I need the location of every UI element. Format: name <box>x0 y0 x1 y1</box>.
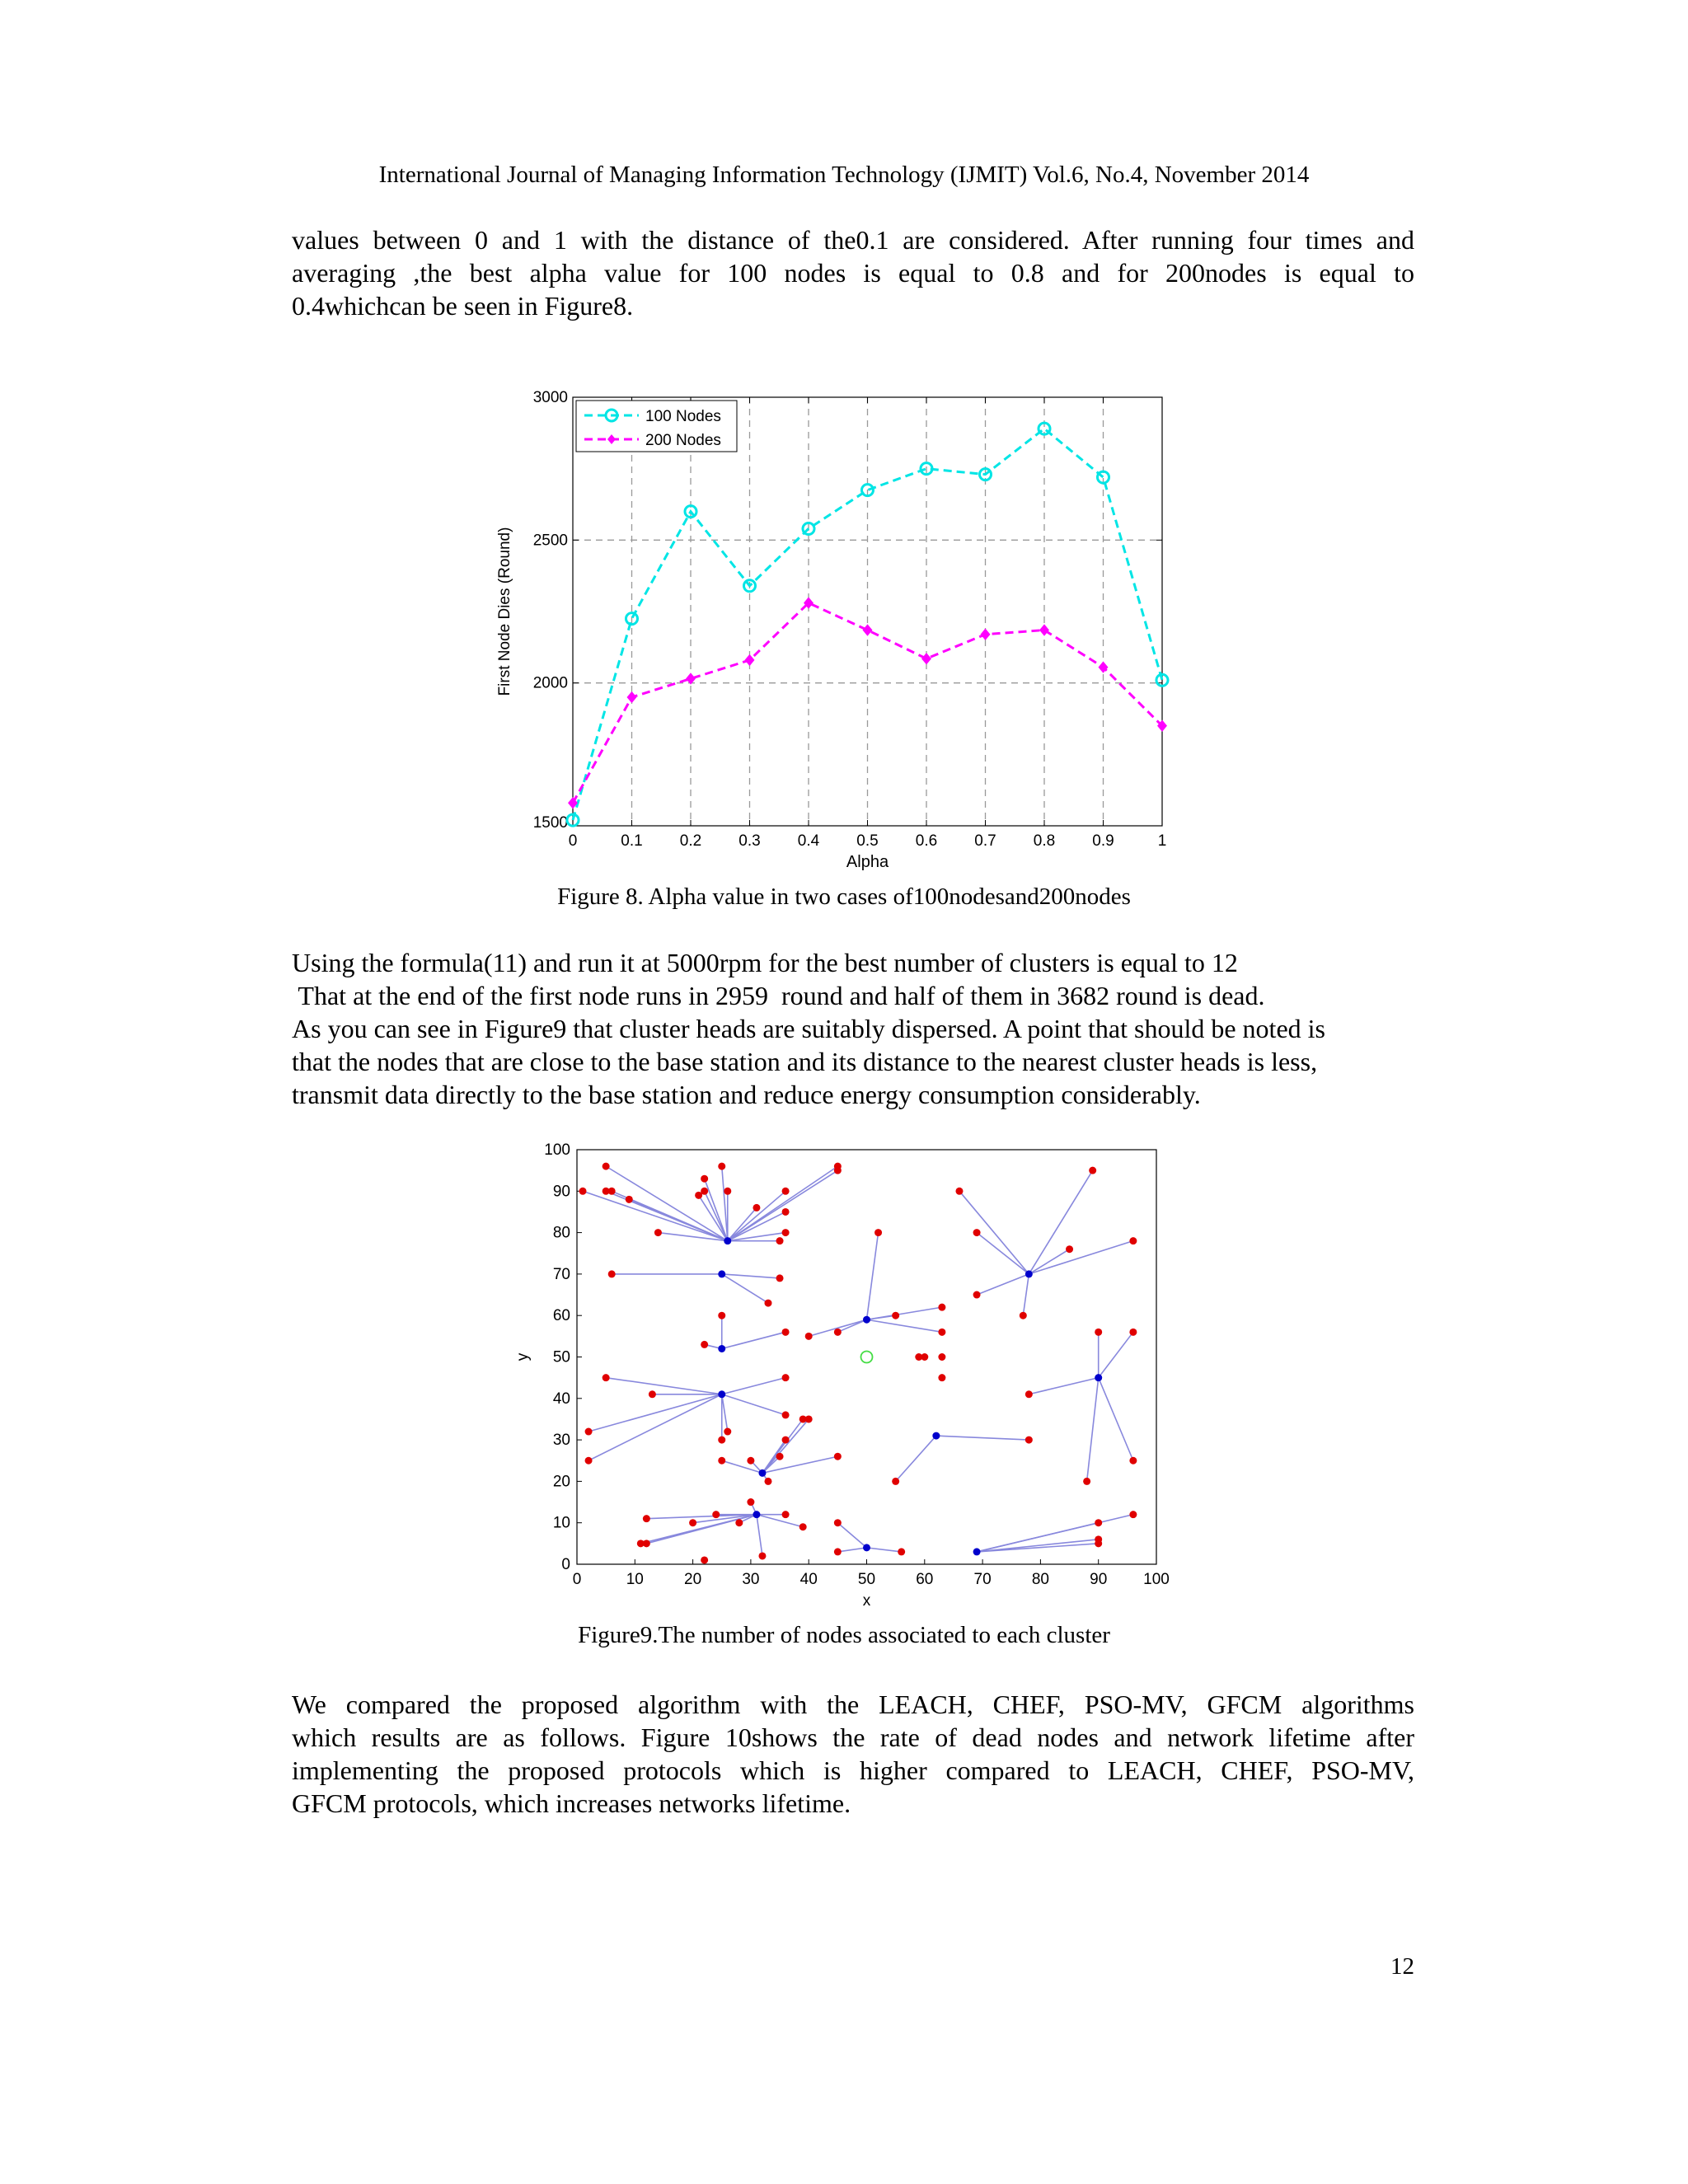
figure-9-caption: Figure9.The number of nodes associated to each cluster <box>578 1622 1110 1648</box>
x-tick-label: 60 <box>916 1571 934 1588</box>
paragraph-comparison <box>292 1688 1414 1820</box>
sensor-node <box>1025 1390 1033 1398</box>
paragraph-line: averaging ,the best alpha value for 100 nodes is equal to 0.8 and for 200nodes is equal to <box>292 258 1414 288</box>
y-tick-label: 2500 <box>532 532 568 550</box>
sensor-node <box>724 1188 731 1195</box>
sensor-node <box>834 1519 842 1526</box>
sensor-node <box>973 1229 981 1236</box>
y-tick-label: 50 <box>552 1348 570 1366</box>
y-tick-label: 10 <box>552 1514 570 1532</box>
paragraph-line: GFCM protocols, which increases networks lifetime. <box>292 1788 851 1818</box>
sensor-node <box>753 1204 760 1212</box>
cluster-scatter-chart <box>503 1137 1179 1615</box>
x-tick-label: 20 <box>684 1571 702 1588</box>
sensor-node <box>712 1511 720 1518</box>
x-tick-label: 0.3 <box>738 832 761 850</box>
sensor-node <box>747 1457 754 1465</box>
sensor-node <box>782 1511 790 1518</box>
sensor-node <box>1083 1478 1090 1485</box>
sensor-node <box>654 1229 662 1236</box>
cluster-head <box>758 1469 766 1477</box>
sensor-node <box>834 1167 842 1174</box>
cluster-head <box>724 1237 731 1244</box>
sensor-node <box>921 1353 928 1361</box>
cluster-head <box>1095 1374 1102 1381</box>
sensor-node <box>782 1329 790 1336</box>
sensor-node <box>1129 1457 1137 1465</box>
sensor-node <box>718 1163 725 1170</box>
plot-frame <box>577 1150 1156 1564</box>
running-header: International Journal of Managing Information Technology (IJMIT) Vol.6, No.4, November 2014 <box>378 162 1310 188</box>
paragraph-line: 0.4whichcan be seen in Figure8. <box>292 291 634 321</box>
paragraph-line: values between 0 and 1 with the distance of the0.1 are considered. After running four times and <box>292 225 1414 255</box>
x-tick-label: 70 <box>973 1571 992 1588</box>
paragraph-line: transmit data directly to the base station and reduce energy consumption considerably. <box>292 1080 1201 1109</box>
sensor-node <box>782 1411 790 1418</box>
y-tick-label: 40 <box>552 1390 570 1408</box>
x-tick-label: 80 <box>1031 1571 1049 1588</box>
x-tick-label: 100 <box>1143 1571 1170 1588</box>
y-axis-label: y <box>514 1352 532 1361</box>
sensor-node <box>701 1341 708 1348</box>
sensor-node <box>1129 1237 1137 1244</box>
x-tick-label: 0 <box>572 1571 582 1588</box>
cluster-head <box>718 1390 725 1398</box>
sensor-node <box>701 1556 708 1563</box>
sensor-node <box>643 1515 650 1522</box>
sensor-node <box>805 1415 813 1422</box>
sensor-node <box>579 1188 587 1195</box>
sensor-node <box>585 1428 593 1436</box>
sensor-node <box>1129 1511 1137 1518</box>
cluster-head <box>932 1432 940 1440</box>
sensor-node <box>603 1163 610 1170</box>
x-axis-label: Alpha <box>846 853 889 871</box>
legend <box>576 401 737 452</box>
cluster-head <box>863 1316 870 1324</box>
sensor-node <box>747 1498 754 1506</box>
sensor-node <box>718 1436 725 1444</box>
sensor-node <box>776 1237 784 1244</box>
sensor-node <box>898 1548 905 1555</box>
figure-9-cluster-scatter <box>503 1137 1179 1615</box>
sensor-node <box>1095 1329 1102 1336</box>
sensor-node <box>718 1457 725 1465</box>
sensor-node <box>608 1270 616 1277</box>
sensor-node <box>689 1519 696 1526</box>
sensor-node <box>938 1329 945 1336</box>
sensor-node <box>608 1188 616 1195</box>
cluster-head <box>718 1345 725 1352</box>
page-number: 12 <box>1390 1953 1414 1980</box>
y-tick-label: 70 <box>552 1265 570 1283</box>
sensor-node <box>834 1453 842 1460</box>
sensor-node <box>626 1196 633 1203</box>
paragraph-line: As you can see in Figure9 that cluster heads are suitably dispersed. A point that should be noted is <box>292 1014 1325 1043</box>
cluster-head <box>973 1548 981 1555</box>
x-tick-label: 90 <box>1090 1571 1108 1588</box>
x-tick-label: 0.6 <box>915 832 938 850</box>
alpha-line-chart <box>486 379 1187 874</box>
x-tick-label: 0.1 <box>621 832 643 850</box>
sensor-node <box>799 1523 807 1530</box>
x-tick-label: 0.5 <box>856 832 879 850</box>
sensor-node <box>603 1374 610 1381</box>
sensor-node <box>874 1229 882 1236</box>
sensor-node <box>758 1552 766 1559</box>
x-tick-label: 0.4 <box>797 832 820 850</box>
x-tick-label: 0.8 <box>1033 832 1056 850</box>
paragraph-alpha-intro <box>292 223 1414 322</box>
sensor-node <box>938 1353 945 1361</box>
y-tick-label: 20 <box>552 1473 570 1491</box>
sensor-node <box>1066 1245 1073 1253</box>
paragraph-line: that the nodes that are close to the base station and its distance to the nearest cluster heads is less, <box>292 1047 1318 1076</box>
legend-label: 200 Nodes <box>645 432 721 449</box>
sensor-node <box>1020 1312 1027 1319</box>
paragraph-line: implementing the proposed protocols which is higher compared to LEACH, CHEF, PSO-MV, <box>292 1755 1414 1785</box>
sensor-node <box>735 1519 743 1526</box>
sensor-node <box>1089 1167 1096 1174</box>
y-tick-label: 80 <box>552 1224 570 1242</box>
sensor-node <box>782 1188 790 1195</box>
sensor-node <box>892 1312 899 1319</box>
sensor-node <box>776 1274 784 1282</box>
sensor-node <box>938 1374 945 1381</box>
x-tick-label: 0.7 <box>974 832 996 850</box>
y-tick-label: 30 <box>552 1432 570 1450</box>
x-tick-label: 30 <box>742 1571 760 1588</box>
sensor-node <box>834 1548 842 1555</box>
sensor-node <box>782 1374 790 1381</box>
paragraph-line: That at the end of the first node runs in 2959 round and half of them in 3682 round is dead. <box>292 981 1265 1010</box>
cluster-head <box>718 1270 725 1277</box>
y-tick-label: 60 <box>552 1307 570 1325</box>
paragraph-line: We compared the proposed algorithm with the LEACH, CHEF, PSO-MV, GFCM algorithms <box>292 1690 1414 1719</box>
sensor-node <box>782 1436 790 1444</box>
y-axis-label: First Node Dies (Round) <box>496 527 513 696</box>
sensor-node <box>701 1188 708 1195</box>
sensor-node <box>782 1229 790 1236</box>
sensor-node <box>649 1390 656 1398</box>
figure-8-alpha-chart <box>486 379 1187 874</box>
sensor-node <box>938 1304 945 1311</box>
y-tick-label: 1500 <box>532 814 568 832</box>
cluster-head <box>1025 1270 1033 1277</box>
y-tick-label: 3000 <box>532 389 568 406</box>
x-tick-label: 10 <box>626 1571 644 1588</box>
y-tick-label: 0 <box>561 1556 570 1573</box>
sensor-node <box>585 1457 593 1465</box>
cluster-head <box>753 1511 760 1518</box>
x-tick-label: 0.2 <box>679 832 702 850</box>
x-axis-label: x <box>862 1592 871 1610</box>
sensor-node <box>834 1329 842 1336</box>
cluster-head <box>863 1544 870 1551</box>
sensor-node <box>1095 1540 1102 1547</box>
sensor-node <box>782 1208 790 1216</box>
legend-label: 100 Nodes <box>645 408 721 425</box>
x-tick-label: 0 <box>568 832 578 850</box>
sensor-node <box>1095 1519 1102 1526</box>
sensor-node <box>764 1478 771 1485</box>
sensor-node <box>892 1478 899 1485</box>
y-tick-label: 90 <box>552 1183 570 1201</box>
x-tick-label: 40 <box>799 1571 818 1588</box>
sensor-node <box>805 1333 813 1340</box>
x-tick-label: 1 <box>1157 832 1167 850</box>
sensor-node <box>973 1291 981 1299</box>
paragraph-line: which results are as follows. Figure 10shows the rate of dead nodes and network lifetime after <box>292 1722 1414 1752</box>
sensor-node <box>764 1300 771 1307</box>
y-tick-label: 100 <box>544 1141 570 1159</box>
figure-8-caption: Figure 8. Alpha value in two cases of100nodesand200nodes <box>557 883 1131 910</box>
sensor-node <box>643 1540 650 1547</box>
sensor-node <box>701 1175 708 1183</box>
sensor-node <box>1025 1436 1033 1444</box>
x-tick-label: 0.9 <box>1092 832 1114 850</box>
sensor-node <box>718 1312 725 1319</box>
sensor-node <box>776 1453 784 1460</box>
paragraph-line: Using the formula(11) and run it at 5000rpm for the best number of clusters is equal to 12 <box>292 948 1238 977</box>
sensor-node <box>724 1428 731 1436</box>
sensor-node <box>1129 1329 1137 1336</box>
x-tick-label: 50 <box>857 1571 876 1588</box>
sensor-node <box>955 1188 963 1195</box>
paragraph-cluster-result <box>292 946 1414 1111</box>
y-tick-label: 2000 <box>532 674 568 692</box>
